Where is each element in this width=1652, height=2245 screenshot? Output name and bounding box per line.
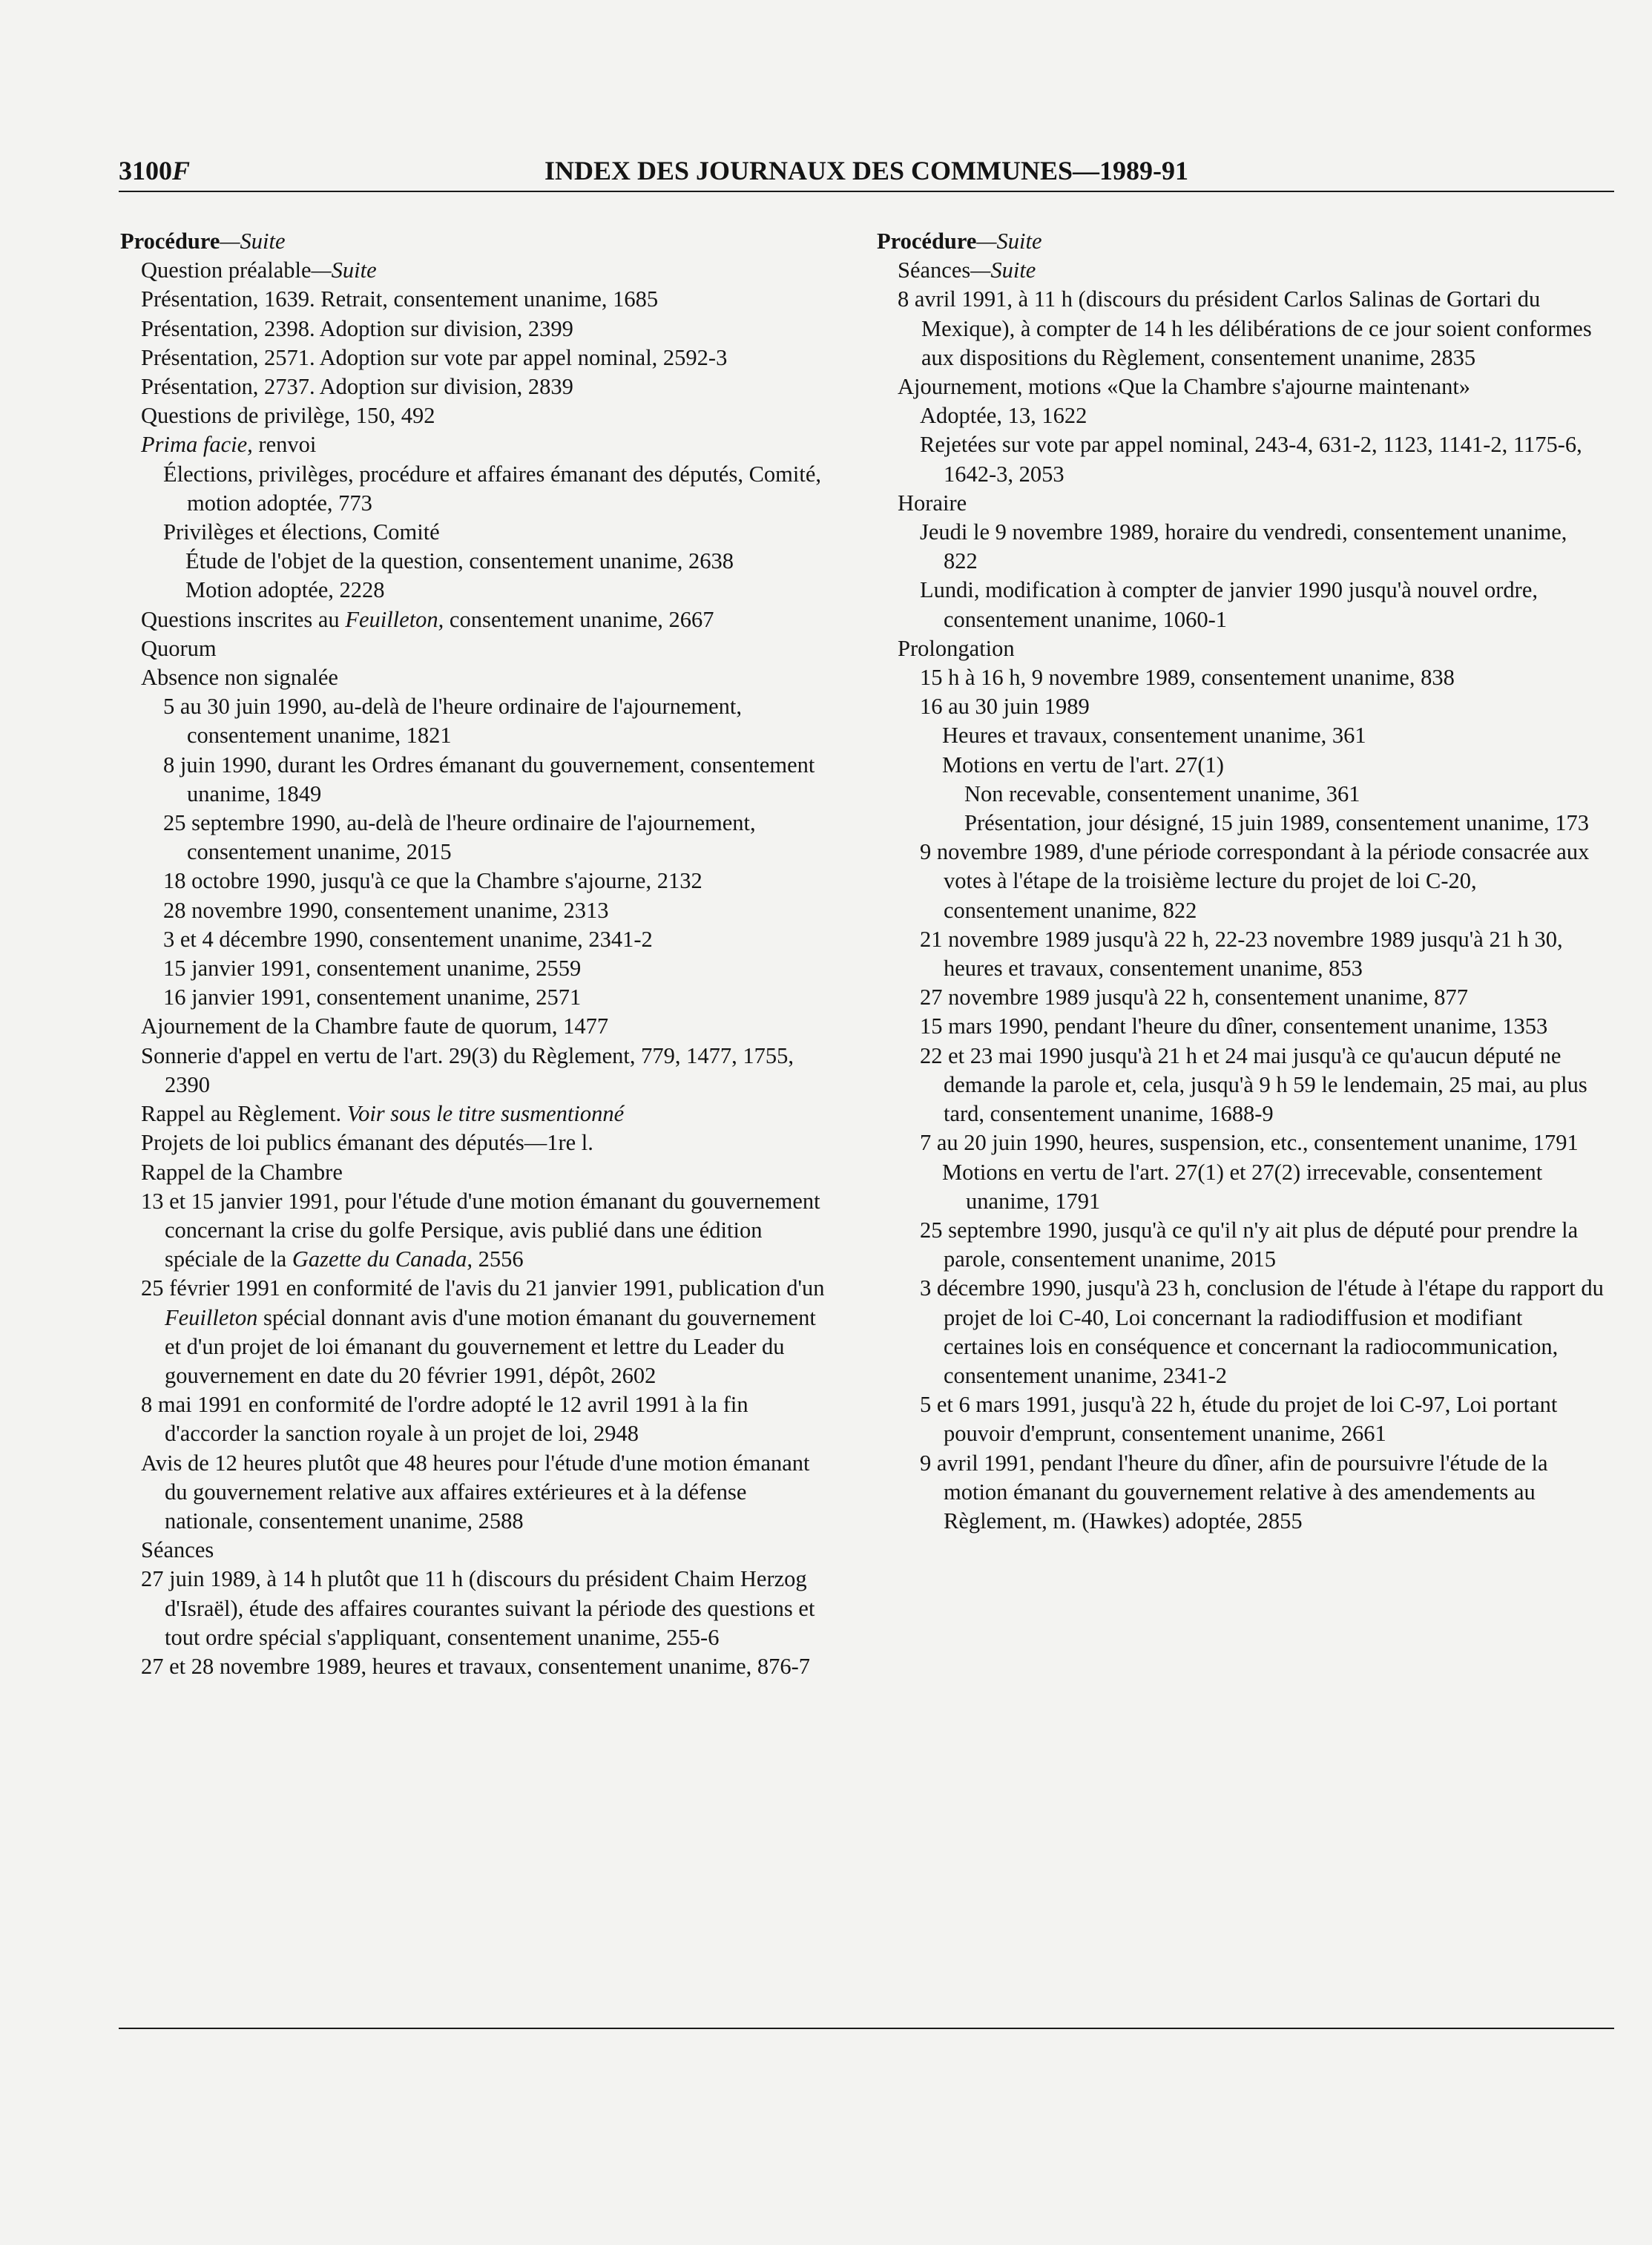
running-title: INDEX DES JOURNAUX DES COMMUNES—1989-91 bbox=[544, 156, 1189, 185]
entry-text: 25 septembre 1990, jusqu'à ce qu'il n'y ait plus de député pour prendre la parole, consentement unanime, 2015 bbox=[920, 1217, 1579, 1272]
index-entry bbox=[877, 721, 1604, 750]
entry-text: 27 et 28 novembre 1989, heures et travaux, consentement unanime, 876-7 bbox=[141, 1653, 811, 1679]
index-column-left bbox=[120, 227, 832, 1681]
entry-italic-term: Feuilleton bbox=[165, 1304, 258, 1330]
index-entry bbox=[120, 954, 832, 983]
index-entry bbox=[120, 430, 832, 459]
index-entry bbox=[877, 401, 1604, 430]
entry-text: Présentation, 2571. Adoption sur vote par appel nominal, 2592-3 bbox=[141, 344, 728, 370]
index-entry bbox=[120, 547, 832, 576]
entry-text: 25 février 1991 en conformité de l'avis du 21 janvier 1991, publication d'un bbox=[141, 1275, 825, 1301]
entry-text: 22 et 23 mai 1990 jusqu'à 21 h et 24 mai jusqu'à ce qu'aucun député ne demande la parole et, cela, jusqu'à 9 h 59 le lendemain, 25 mai, au plus tard, consentement unanime, 1688-9 bbox=[920, 1042, 1587, 1127]
continued-marker: —Suite bbox=[220, 229, 286, 254]
index-entry bbox=[120, 1158, 832, 1187]
index-entry bbox=[877, 1128, 1604, 1157]
index-entry bbox=[120, 896, 832, 925]
index-entry bbox=[877, 1274, 1604, 1390]
index-entry bbox=[877, 634, 1604, 663]
index-entry bbox=[877, 430, 1604, 488]
entry-text: Avis de 12 heures plutôt que 48 heures pour l'étude d'une motion émanant du gouvernement relative aux affaires extérieures et à la défense nationale, consentement unanime, 2588 bbox=[141, 1450, 810, 1534]
index-entry bbox=[120, 1042, 832, 1100]
entry-text-continued: spécial donnant avis d'une motion émanant du gouvernement et d'un projet de loi émanant du gouvernement et lettre du Leader du gouvernement en date du 20 février 1991, dépôt, 2602 bbox=[165, 1304, 816, 1388]
index-entry bbox=[120, 285, 832, 314]
index-entry bbox=[877, 780, 1604, 809]
index-entry bbox=[120, 344, 832, 372]
entry-text: Adoptée, 13, 1622 bbox=[920, 403, 1087, 429]
index-entry bbox=[120, 1536, 832, 1565]
entry-text: 16 au 30 juin 1989 bbox=[920, 694, 1090, 720]
entry-text: Motion adoptée, 2228 bbox=[185, 577, 385, 603]
entry-text-continued: 2556 bbox=[473, 1246, 524, 1272]
entry-text: Présentation, 1639. Retrait, consentement unanime, 1685 bbox=[141, 286, 659, 312]
index-entry bbox=[120, 1652, 832, 1681]
entry-text: 8 avril 1991, à 11 h (discours du président Carlos Salinas de Gortari du Mexique), à compter de 14 h les délibérations de ce jour soient conformes aux dispositions du Règlement, consentement unanime, 2835 bbox=[898, 286, 1592, 370]
entry-text: Prolongation bbox=[898, 635, 1015, 661]
entry-text: 3 décembre 1990, jusqu'à 23 h, conclusion de l'étude à l'étape du rapport du projet de loi C-40, Loi concernant la radiodiffusion et modifiant certaines lois en conséquence et concernant la radiocommunication, consentement unanime, 2341-2 bbox=[920, 1275, 1604, 1388]
entry-text: 5 au 30 juin 1990, au-delà de l'heure ordinaire de l'ajournement, consentement unanime, 1821 bbox=[163, 694, 742, 749]
entry-text: 15 mars 1990, pendant l'heure du dîner, consentement unanime, 1353 bbox=[920, 1013, 1548, 1039]
index-entry bbox=[120, 576, 832, 605]
index-entry bbox=[877, 256, 1604, 285]
entry-text: Absence non signalée bbox=[141, 665, 338, 691]
entry-text: Séances bbox=[141, 1537, 214, 1563]
entry-italic-term: Feuilleton, bbox=[345, 606, 444, 632]
index-entry bbox=[877, 518, 1604, 576]
index-entry bbox=[120, 1012, 832, 1041]
continued-marker: —Suite bbox=[970, 257, 1036, 283]
entry-text: 8 juin 1990, durant les Ordres émanant du gouvernement, consentement unanime, 1849 bbox=[163, 752, 815, 806]
index-entry bbox=[120, 1100, 832, 1128]
continued-marker: —Suite bbox=[311, 257, 377, 283]
entry-text: renvoi bbox=[252, 432, 317, 458]
index-heading bbox=[877, 227, 1604, 256]
index-heading bbox=[120, 227, 832, 256]
entry-text: 28 novembre 1990, consentement unanime, 2313 bbox=[163, 897, 609, 923]
index-entry bbox=[120, 518, 832, 547]
index-column-right bbox=[877, 227, 1604, 1536]
index-entry bbox=[120, 692, 832, 750]
index-entry bbox=[877, 576, 1604, 634]
index-entry bbox=[877, 372, 1604, 401]
index-entry bbox=[120, 983, 832, 1012]
index-entry bbox=[877, 809, 1604, 838]
index-entry bbox=[877, 1216, 1604, 1274]
entry-text: Rappel de la Chambre bbox=[141, 1159, 343, 1185]
entry-text: Étude de l'objet de la question, consentement unanime, 2638 bbox=[185, 548, 734, 574]
index-entry bbox=[120, 1128, 832, 1157]
entry-text: Jeudi le 9 novembre 1989, horaire du vendredi, consentement unanime, 822 bbox=[920, 519, 1567, 574]
index-entry bbox=[877, 1449, 1604, 1536]
entry-text: 13 et 15 janvier 1991, pour l'étude d'une motion émanant du gouvernement concernant la crise du golfe Persique, avis publié dans une édition spéciale de la bbox=[141, 1188, 820, 1272]
entry-text: Élections, privilèges, procédure et affaires émanant des députés, Comité, motion adoptée, 773 bbox=[163, 461, 822, 516]
index-entry bbox=[120, 1187, 832, 1275]
entry-text: Présentation, 2737. Adoption sur division, 2839 bbox=[141, 374, 573, 400]
entry-text: 21 novembre 1989 jusqu'à 22 h, 22-23 novembre 1989 jusqu'à 21 h 30, heures et travaux, consentement unanime, 853 bbox=[920, 926, 1563, 982]
entry-text: Question préalable bbox=[141, 257, 312, 283]
index-entry bbox=[877, 489, 1604, 518]
entry-text-continued: consentement unanime, 2667 bbox=[444, 606, 714, 632]
index-entry bbox=[120, 1390, 832, 1448]
index-entry bbox=[120, 1449, 832, 1536]
entry-italic-term: Prima facie, bbox=[141, 432, 253, 458]
entry-italic-term: Gazette du Canada, bbox=[292, 1246, 473, 1272]
entry-text: Questions inscrites au bbox=[141, 606, 346, 632]
entry-text: Séances bbox=[898, 257, 971, 283]
entry-text: 7 au 20 juin 1990, heures, suspension, etc., consentement unanime, 1791 bbox=[920, 1130, 1579, 1156]
index-entry bbox=[877, 751, 1604, 780]
page-header bbox=[119, 153, 1614, 190]
index-entry bbox=[120, 663, 832, 692]
index-entry bbox=[877, 1158, 1604, 1216]
index-entry bbox=[877, 983, 1604, 1012]
entry-text: Rejetées sur vote par appel nominal, 243-4, 631-2, 1123, 1141-2, 1175-6, 1642-3, 2053 bbox=[920, 432, 1582, 487]
entry-text: Projets de loi publics émanant des députés—1re l. bbox=[141, 1130, 593, 1156]
entry-text: Non recevable, consentement unanime, 361 bbox=[964, 780, 1360, 806]
page-number-suffix: F bbox=[172, 156, 191, 185]
entry-text: Heures et travaux, consentement unanime, 361 bbox=[942, 723, 1366, 749]
index-entry bbox=[877, 1012, 1604, 1041]
index-entry bbox=[120, 751, 832, 809]
index-heading-term: Procédure bbox=[120, 229, 220, 254]
index-entry bbox=[120, 460, 832, 518]
entry-text: 5 et 6 mars 1991, jusqu'à 22 h, étude du projet de loi C-97, Loi portant pouvoir d'emprunt, consentement unanime, 2661 bbox=[920, 1392, 1558, 1447]
entry-text: 27 novembre 1989 jusqu'à 22 h, consentement unanime, 877 bbox=[920, 985, 1469, 1010]
entry-text: Motions en vertu de l'art. 27(1) et 27(2) irrecevable, consentement unanime, 1791 bbox=[942, 1159, 1543, 1214]
header-rule bbox=[119, 191, 1614, 192]
entry-text: 9 avril 1991, pendant l'heure du dîner, afin de poursuivre l'étude de la motion émanant du gouvernement relative à des amendements au Règlement, m. (Hawkes) adoptée, 2855 bbox=[920, 1450, 1548, 1534]
entry-text: 18 octobre 1990, jusqu'à ce que la Chambre s'ajourne, 2132 bbox=[163, 868, 702, 894]
entry-text: 9 novembre 1989, d'une période correspondant à la période consacrée aux votes à l'étape de la troisième lecture du projet de loi C-20, consentement unanime, 822 bbox=[920, 839, 1590, 923]
page-number-digits: 3100 bbox=[119, 156, 172, 185]
entry-text: 27 juin 1989, à 14 h plutôt que 11 h (discours du président Chaim Herzog d'Israël), étude des affaires courantes suivant la période des questions et tout ordre spécial s'appliquant, consentement unanime, 255-6 bbox=[141, 1566, 815, 1650]
index-entry bbox=[120, 809, 832, 867]
entry-text: Rappel au Règlement. bbox=[141, 1101, 347, 1127]
entry-text: Ajournement, motions «Que la Chambre s'ajourne maintenant» bbox=[898, 374, 1471, 400]
index-entry bbox=[120, 1565, 832, 1652]
index-heading-term: Procédure bbox=[877, 229, 977, 254]
entry-text: 8 mai 1991 en conformité de l'ordre adopté le 12 avril 1991 à la fin d'accorder la sanction royale à un projet de loi, 2948 bbox=[141, 1392, 748, 1447]
entry-text: 15 janvier 1991, consentement unanime, 2559 bbox=[163, 956, 582, 982]
index-entry bbox=[877, 925, 1604, 983]
index-entry bbox=[120, 1274, 832, 1390]
index-entry bbox=[877, 1390, 1604, 1448]
entry-text: 16 janvier 1991, consentement unanime, 2571 bbox=[163, 985, 582, 1010]
index-entry bbox=[120, 256, 832, 285]
index-entry bbox=[120, 605, 832, 634]
index-entry bbox=[120, 925, 832, 954]
entry-text: Présentation, 2398. Adoption sur division, 2399 bbox=[141, 315, 573, 341]
entry-text: Présentation, jour désigné, 15 juin 1989, consentement unanime, 173 bbox=[964, 810, 1589, 836]
index-entry bbox=[120, 372, 832, 401]
index-entry bbox=[877, 663, 1604, 692]
entry-text: 25 septembre 1990, au-delà de l'heure ordinaire de l'ajournement, consentement unanime, 2015 bbox=[163, 810, 756, 865]
entry-text: Privilèges et élections, Comité bbox=[163, 519, 440, 545]
entry-text: Questions de privilège, 150, 492 bbox=[141, 403, 435, 429]
entry-italic-term: Voir sous le titre susmentionné bbox=[346, 1101, 625, 1127]
entry-text: Lundi, modification à compter de janvier 1990 jusqu'à nouvel ordre, consentement unanime, 1060-1 bbox=[920, 577, 1539, 632]
continued-marker: —Suite bbox=[976, 229, 1042, 254]
index-entry bbox=[877, 692, 1604, 721]
entry-text: Motions en vertu de l'art. 27(1) bbox=[942, 752, 1224, 778]
index-entry bbox=[120, 867, 832, 895]
entry-text: 15 h à 16 h, 9 novembre 1989, consentement unanime, 838 bbox=[920, 665, 1455, 691]
entry-text: Sonnerie d'appel en vertu de l'art. 29(3) du Règlement, 779, 1477, 1755, 2390 bbox=[141, 1042, 794, 1097]
index-entry bbox=[120, 634, 832, 663]
entry-text: Ajournement de la Chambre faute de quorum, 1477 bbox=[141, 1013, 609, 1039]
index-entry bbox=[120, 401, 832, 430]
entry-text: Horaire bbox=[898, 490, 967, 516]
index-entry bbox=[877, 838, 1604, 925]
index-entry bbox=[120, 315, 832, 344]
entry-text: 3 et 4 décembre 1990, consentement unanime, 2341-2 bbox=[163, 926, 653, 952]
index-entry bbox=[877, 1042, 1604, 1129]
entry-text: Quorum bbox=[141, 635, 217, 661]
footer-rule bbox=[119, 2028, 1614, 2029]
index-entry bbox=[877, 285, 1604, 372]
